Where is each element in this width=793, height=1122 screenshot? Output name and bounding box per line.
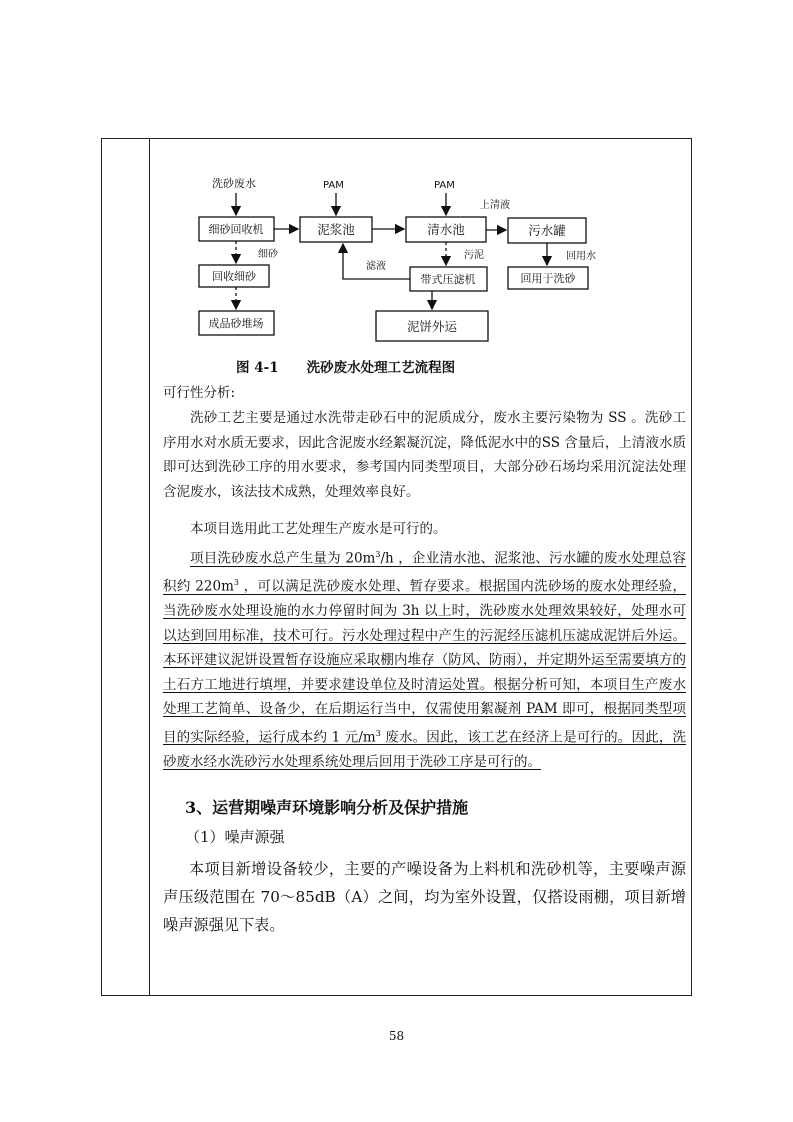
product-sand-yard-label: 成品砂堆场	[208, 317, 264, 330]
figure-caption	[236, 356, 636, 376]
reuse-water-label: 回用水	[566, 251, 596, 262]
fine-sand-label: 细砂	[258, 249, 278, 260]
belt-filter-press-label: 带式压滤机	[420, 273, 476, 286]
paragraph-feasibility-conclusion: 本项目选用此工艺处理生产废水是可行的。	[190, 521, 447, 537]
feasibility-label: 可行性分析:	[163, 385, 236, 401]
figure-title: 洗砂废水处理工艺流程图	[306, 360, 456, 376]
filtrate-label: 滤液	[366, 261, 386, 272]
figure-number: 图 4-1	[236, 360, 279, 376]
section-heading-noise: 3、运营期噪声环境影响分析及保护措施	[185, 798, 469, 817]
slurry-tank-label: 泥浆池	[317, 222, 355, 237]
pam-label-2: PAM	[434, 180, 455, 191]
reuse-wash-label: 回用于洗砂	[520, 272, 576, 285]
process-flow-diagram	[0, 0, 793, 360]
clear-water-tank-label: 清水池	[427, 222, 465, 237]
subheading-noise-source: （1）噪声源强	[185, 828, 285, 846]
mud-cake-out-label: 泥饼外运	[406, 319, 458, 334]
sewage-tank-label: 污水罐	[528, 223, 566, 238]
paragraph-wastewater-analysis: 项目洗砂废水总产生量为 $20m^3/h$ ，企业清水池、泥浆池、污水罐的废水处理总容积约 $220m^3$ ，可以满足洗砂废水处理、暂存要求。根据国内洗砂场的废水处理经验，当洗砂废水处理设施的水力停留时间为 3h 以上时，洗砂废水处理效果较好，处理水可以达到回用标准，技术可行。污水处理过程中产生的污泥经压滤机压滤成泥饼后外运。本环评建议泥饼设置暂存设施应采取棚内堆存（防风、防雨），并定期外运至需要填方的土石方工地进行填埋，并要求建设单位及时清运处置。根据分析可知，本项目生产废水处理工艺简单、设备少，在后期运行当中，仅需使用絮凝剂 PAM 即可，根据同类型项目的实际经验，运行成本约 1 元$/m^3$ 废水。因此，该工艺在经济上是可行的。因此，洗砂废水经水洗砂污水处理系统处理后回用于洗砂工序是可行的。	[163, 550, 686, 770]
wash-water-label: 洗砂废水	[212, 177, 256, 190]
paragraph-process-description: 洗砂工艺主要是通过水洗带走砂石中的泥质成分，废水主要污染物为 SS 。洗砂工序用水对水质无要求，因此含泥废水经絮凝沉淀，降低泥水中的SS 含量后，上清液水质即可达到洗砂工序的用水要求，参考国内同类型项目，大部分砂石场均采用沉淀法处理含泥废水，该法技术成熟，处理效率良好。	[163, 410, 686, 500]
paragraph-noise-source: 本项目新增设备较少，主要的产噪设备为上料机和洗砂机等，主要噪声源声压级范围在 70～85dB（A）之间，均为室外设置，仅搭设雨棚，项目新增噪声源强见下表。	[163, 860, 686, 934]
supernatant-label: 上清液	[480, 200, 510, 211]
fine-sand-recycler-label: 细砂回收机	[208, 223, 264, 236]
sludge-label: 污泥	[464, 250, 484, 261]
page-number: 58	[388, 1029, 405, 1043]
recovered-fine-sand-label: 回收细砂	[212, 270, 256, 283]
pam-label-1: PAM	[323, 180, 344, 191]
